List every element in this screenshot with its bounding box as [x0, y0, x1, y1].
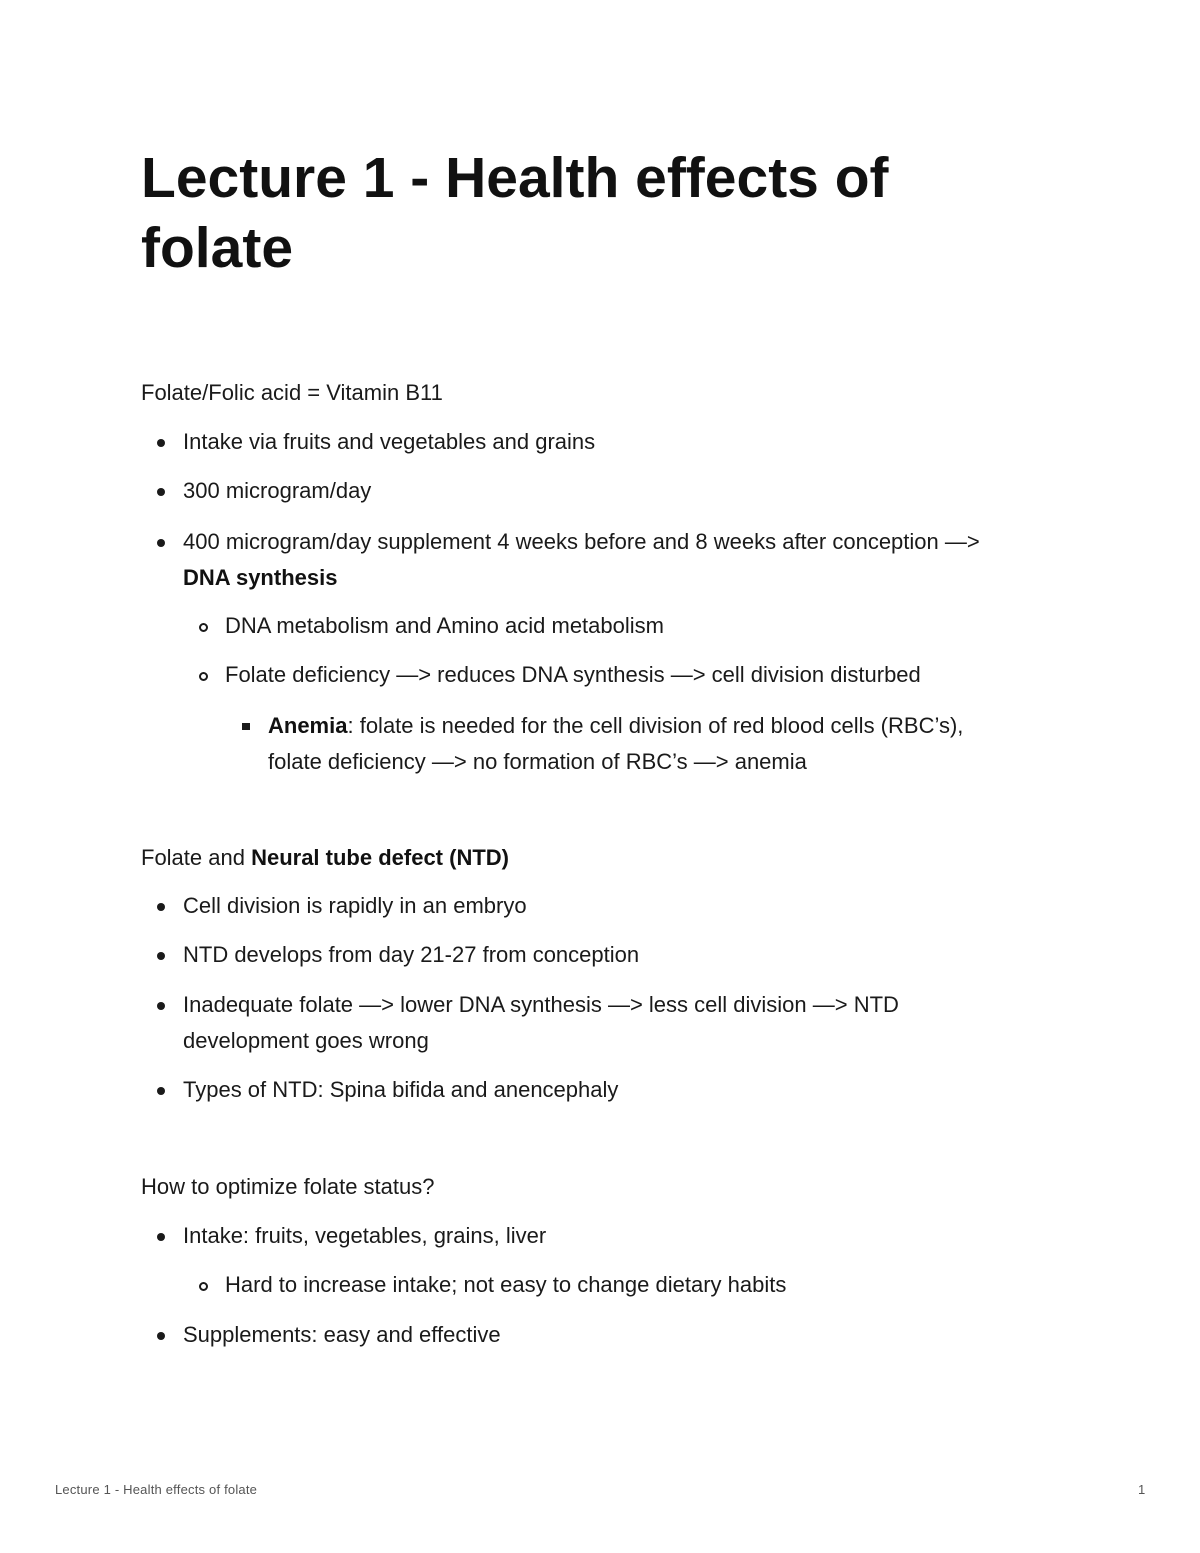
section-heading-text: Folate and — [141, 845, 252, 870]
section-heading-bold-text: Neural tube defect (NTD) — [251, 845, 509, 870]
bullet-icon — [157, 1087, 165, 1095]
list-item — [183, 524, 1063, 596]
footer-document-title: Lecture 1 - Health effects of folate — [55, 1482, 258, 1497]
bullet-icon — [157, 952, 165, 960]
list-item-text: 400 microgram/day supplement 4 weeks before and 8 weeks after conception —> — [183, 529, 980, 554]
list-item-text: Hard to increase intake; not easy to change dietary habits — [225, 1272, 787, 1297]
bullet-icon — [157, 903, 165, 911]
section-heading-folate — [141, 379, 443, 407]
list-item — [183, 888, 527, 924]
section-heading-text: How to optimize folate status? — [141, 1174, 435, 1199]
list-item — [183, 1218, 546, 1254]
footer-page-number: 1 — [1138, 1482, 1146, 1497]
list-item-text: Supplements: easy and effective — [183, 1322, 501, 1347]
list-item-text: Folate deficiency —> reduces DNA synthesis —> cell division disturbed — [225, 662, 921, 687]
list-item — [225, 608, 664, 644]
list-item-text: DNA metabolism and Amino acid metabolism — [225, 613, 664, 638]
hollow-bullet-icon — [199, 672, 208, 681]
list-item-text-continued: folate deficiency —> no formation of RBC’s —> anemia — [268, 749, 807, 774]
list-item — [183, 987, 1063, 1059]
list-item-bold-text: DNA synthesis — [183, 565, 338, 590]
list-item-text: : folate is needed for the cell division of red blood cells (RBC’s), — [347, 713, 964, 738]
list-item-text: Inadequate folate —> lower DNA synthesis —> less cell division —> NTD — [183, 992, 899, 1017]
list-item-text: NTD develops from day 21-27 from conception — [183, 942, 640, 967]
square-bullet-icon — [242, 723, 250, 730]
list-item-text-continued: development goes wrong — [183, 1028, 429, 1053]
section-heading-optimize — [141, 1173, 434, 1201]
bullet-icon — [157, 1233, 165, 1241]
list-item-text: Cell division is rapidly in an embryo — [183, 893, 527, 918]
list-item — [225, 1267, 786, 1303]
hollow-bullet-icon — [199, 623, 208, 632]
list-item-text: Intake: fruits, vegetables, grains, liver — [183, 1223, 547, 1248]
list-item — [183, 424, 595, 460]
list-item-text: 300 microgram/day — [183, 478, 372, 503]
list-item-text: Types of NTD: Spina bifida and anencephaly — [183, 1077, 619, 1102]
bullet-icon — [157, 1002, 165, 1010]
list-item — [183, 473, 371, 509]
bullet-icon — [157, 439, 165, 447]
bullet-icon — [157, 488, 165, 496]
list-item — [225, 657, 921, 693]
list-item — [183, 1072, 618, 1108]
hollow-bullet-icon — [199, 1282, 208, 1291]
list-item — [183, 937, 639, 973]
list-item-bold-text: Anemia — [268, 713, 348, 738]
section-heading-text: Folate/Folic acid = Vitamin B11 — [141, 380, 443, 405]
section-heading-ntd — [141, 844, 509, 872]
bullet-icon — [157, 1332, 165, 1340]
list-item — [268, 708, 1058, 780]
list-item — [183, 1317, 501, 1353]
page-title: Lecture 1 - Health effects of folate — [141, 146, 889, 280]
bullet-icon — [157, 539, 165, 547]
list-item-text: Intake via fruits and vegetables and grains — [183, 429, 596, 454]
